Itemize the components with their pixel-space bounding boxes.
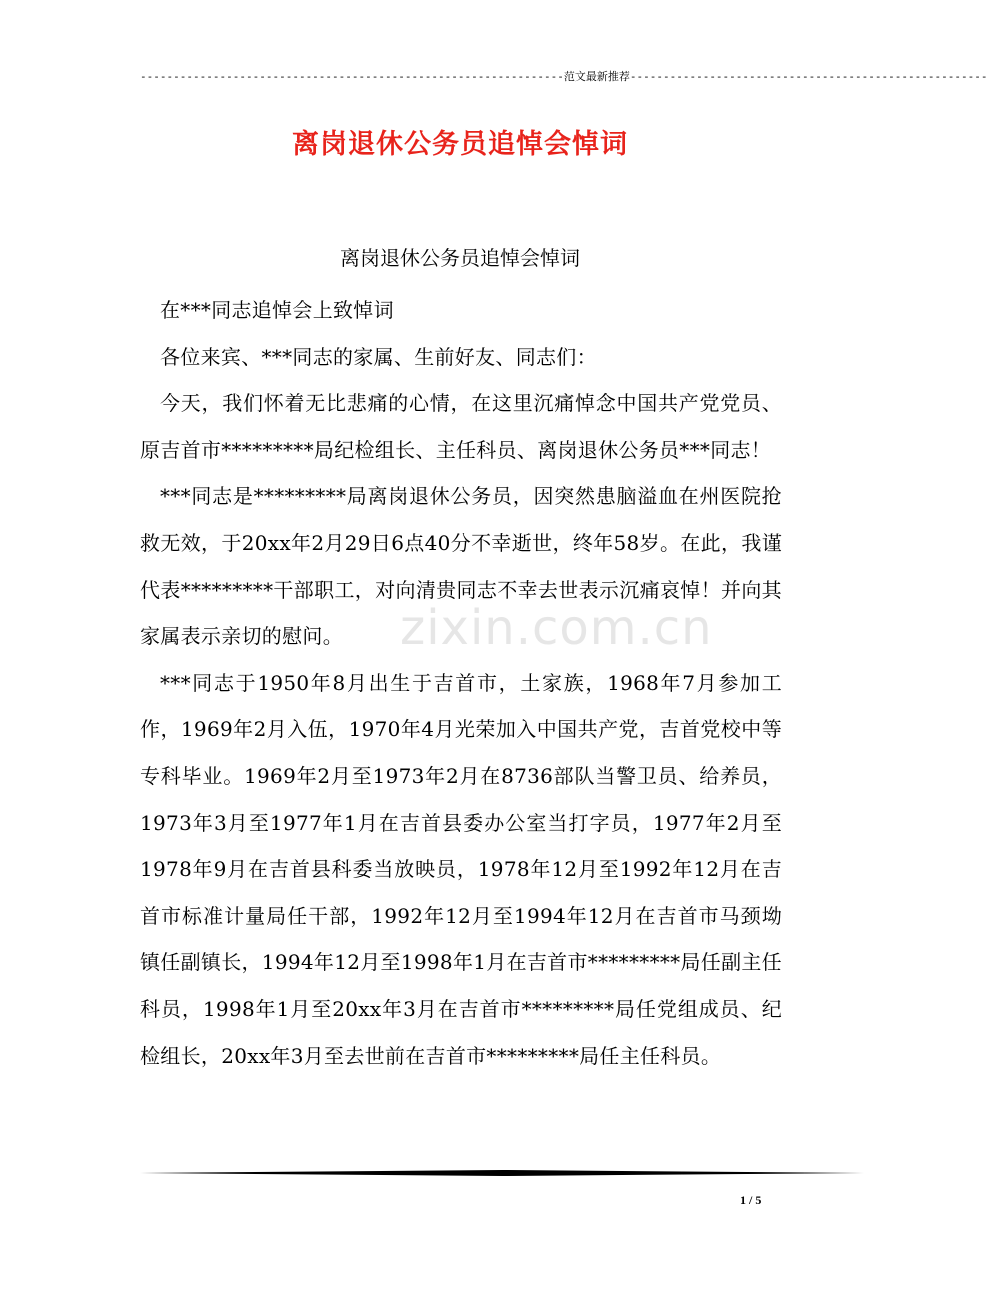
paragraph-opening: 今天，我们怀着无比悲痛的心情，在这里沉痛悼念中国共产党党员、原吉首市*********局纪检组长、主任科员、离岗退休公务员***同志！ xyxy=(140,391,782,462)
document-subtitle: 离岗退休公务员追悼会悼词 xyxy=(340,246,580,270)
paragraph-heading: 在***同志追悼会上致悼词 xyxy=(160,298,394,322)
footer-divider xyxy=(140,1170,864,1176)
paragraph-death-notice: ***同志是*********局离岗退休公务员，因突然患脑溢血在州医院抢救无效，于20xx年2月29日6点40分不幸逝世，终年58岁。在此，我谨代表*********干部职工，对向清贵同志不幸去世表示沉痛哀悼！并向其家属表示亲切的慰问。 xyxy=(140,484,782,649)
paragraph-biography: ***同志于1950年8月出生于吉首市，土家族，1968年7月参加工作，1969年2月入伍，1970年4月光荣加入中国共产党，吉首党校中等专科毕业。1969年2月至1973年2月在8736部队当警卫员、给养员，1973年3月至1977年1月在吉首县委办公室当打字员，1977年2月至1978年9月在吉首县科委当放映员，1978年12月至1992年12月在吉首市标准计量局任干部，1992年12月至1994年12月在吉首市马颈坳镇任副镇长，1994年12月至1998年1月在吉首市*********局任副主任科员，1998年1月至20xx年3月在吉首市*********局任党组成员、纪检组长，20xx年3月至去世前在吉首市*********局任主任科员。 xyxy=(140,670,782,1068)
page-number: 1 / 5 xyxy=(740,1193,762,1207)
document-body xyxy=(140,287,782,1079)
document-title: 离岗退休公务员追悼会悼词 xyxy=(292,129,628,160)
paragraph-salutation: 各位来宾、***同志的家属、生前好友、同志们： xyxy=(160,344,597,369)
watermark: zixin.com.cn xyxy=(400,600,713,656)
header-banner: ----------------------------------------------------------------范文最新推荐------------------------------------------------------ xyxy=(140,70,987,83)
